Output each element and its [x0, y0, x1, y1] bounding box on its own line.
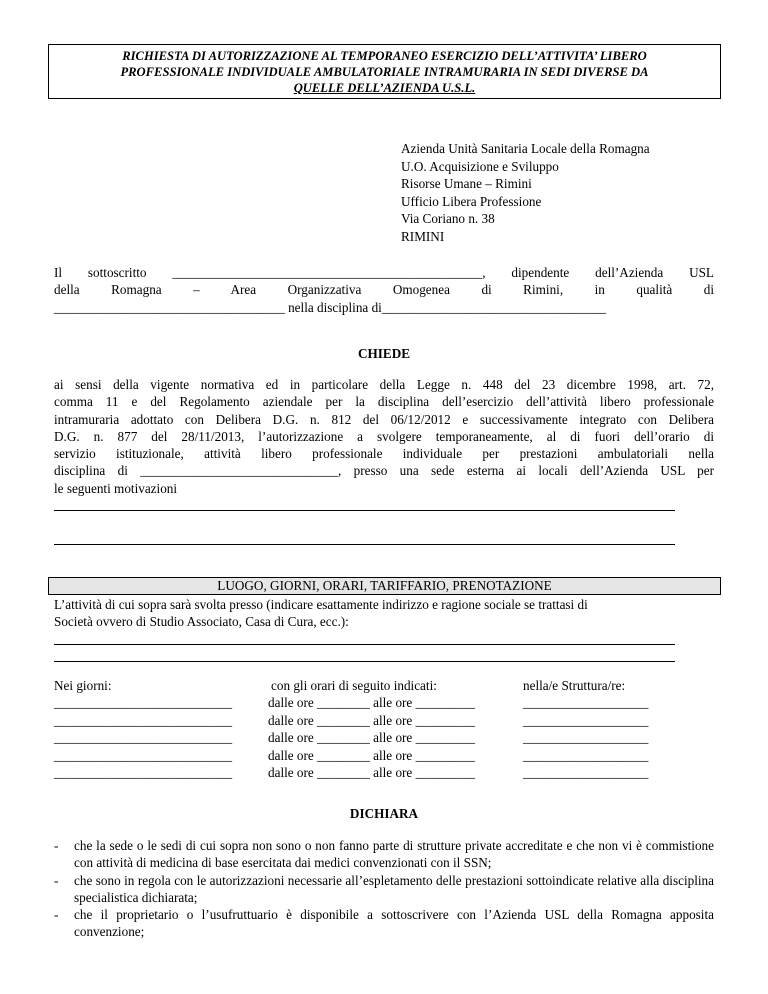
title-line-2: PROFESSIONALE INDIVIDUALE AMBULATORIALE INTRAMURARIA IN SEDI DIVERSE DA [120, 65, 649, 79]
structure-field[interactable]: ___________________ [523, 730, 649, 746]
chiede-heading: CHIEDE [357, 346, 411, 361]
day-field[interactable]: ___________________________ [54, 765, 233, 781]
structure-field[interactable]: ___________________ [523, 712, 649, 728]
chiede-row: servizio istituzionale, attività libero professionale individuale per prestazioni ambulatoriali nella [54, 446, 714, 462]
dichiara-list [54, 837, 714, 941]
structures-column [523, 677, 648, 781]
luogo-intro-line-2: Società ovvero di Studio Associato, Casa di Cura, ecc.): [54, 614, 349, 629]
motivation-blank-line-2[interactable] [54, 544, 675, 545]
chiede-row: D.G. n. 877 del 28/11/2013, l’autorizzazione a svolgere temporaneamente, al di fuori dell’orario di [54, 428, 714, 444]
chiede-row: comma 11 e del Regolamento aziendale per la disciplina dell’esercizio dell’attività libero professionale [54, 394, 714, 410]
motivation-blank-line-1[interactable] [54, 510, 675, 511]
structure-field[interactable]: ___________________ [523, 765, 649, 781]
times-column [268, 677, 475, 781]
days-header: Nei giorni: [54, 678, 112, 693]
days-column [54, 677, 232, 781]
list-item-text: che il proprietario o l’usufruttuario è disponibile a sottoscrivere con l’Azienda USL della Romagna apposita convenzione; [74, 907, 714, 940]
list-item [54, 872, 714, 907]
list-item-text: che sono in regola con le autorizzazioni necessarie all’espletamento delle prestazioni sottoindicate relative alla disciplina specialistica dichiarata; [74, 872, 714, 905]
chiede-row: le seguenti motivazioni [54, 480, 178, 496]
document-title [48, 44, 721, 99]
title-line-1: RICHIESTA DI AUTORIZZAZIONE AL TEMPORANEO ESERCIZIO DELL’ATTIVITA’ LIBERO [122, 49, 647, 63]
title-line-3: QUELLE DELL’AZIENDA U.S.L. [293, 81, 476, 95]
chiede-paragraph [54, 376, 714, 497]
chiede-row: intramuraria adottato con Delibera D.G. n. 812 del 06/12/2012 e successivamente integrato con Delibera [54, 411, 714, 427]
structures-header: nella/e Struttura/re: [523, 678, 626, 693]
location-blank-line-2[interactable] [54, 661, 675, 662]
chiede-row-disciplina[interactable]: disciplina di ______________________________, presso una sede esterna ai locali dell’Azienda USL per [54, 463, 714, 479]
recipient-address [401, 140, 650, 245]
list-item [54, 837, 714, 872]
luogo-intro-line-1: L’attività di cui sopra sarà svolta presso (indicare esattamente indirizzo e ragione sociale se trattasi di [54, 597, 588, 612]
day-field[interactable]: ___________________________ [54, 747, 233, 763]
location-blank-line-1[interactable] [54, 644, 675, 645]
list-item-text: che la sede o le sedi di cui sopra non sono o non fanno parte di strutture private accreditate e che non vi è commistione con attività di medicina di base esercitata dai medici convenzionati con il SSN; [74, 838, 714, 871]
dash-bullet: - [54, 838, 59, 853]
recipient-line-4: Ufficio Libera Professione [401, 193, 542, 209]
declarant-row-2: della Romagna – Area Organizzativa Omogenea di Rimini, in qualità di [54, 282, 714, 298]
recipient-line-5: Via Coriano n. 38 [401, 211, 495, 226]
recipient-line-2: U.O. Acquisizione e Sviluppo [401, 158, 559, 174]
declarant-row-3[interactable]: ___________________________________ nella disciplina di__________________________________ [54, 299, 607, 315]
dichiara-heading: DICHIARA [349, 806, 419, 821]
structure-field[interactable]: ___________________ [523, 695, 649, 711]
day-field[interactable]: ___________________________ [54, 695, 233, 711]
dash-bullet: - [54, 872, 59, 888]
time-range-field[interactable]: dalle ore ________ alle ore _________ [268, 695, 475, 711]
recipient-line-6: RIMINI [401, 228, 445, 244]
luogo-section-heading: LUOGO, GIORNI, ORARI, TARIFFARIO, PRENOTAZIONE [48, 577, 721, 595]
time-range-field[interactable]: dalle ore ________ alle ore _________ [268, 765, 475, 781]
time-range-field[interactable]: dalle ore ________ alle ore _________ [268, 712, 475, 728]
day-field[interactable]: ___________________________ [54, 712, 233, 728]
time-range-field[interactable]: dalle ore ________ alle ore _________ [268, 747, 475, 763]
chiede-row: ai sensi della vigente normativa ed in particolare della Legge n. 448 del 23 dicembre 1998, art. 72, [54, 377, 714, 392]
dash-bullet: - [54, 907, 59, 923]
times-header: con gli orari di seguito indicati: [271, 678, 437, 693]
day-field[interactable]: ___________________________ [54, 730, 233, 746]
time-range-field[interactable]: dalle ore ________ alle ore _________ [268, 730, 475, 746]
list-item [54, 906, 714, 941]
declarant-row-1[interactable]: Il sottoscritto _______________________________________________, dipendente dell’Azienda USL [54, 265, 714, 280]
structure-field[interactable]: ___________________ [523, 747, 649, 763]
recipient-line-1: Azienda Unità Sanitaria Locale della Romagna [401, 141, 650, 156]
declarant-paragraph [54, 264, 714, 316]
recipient-line-3: Risorse Umane – Rimini [401, 176, 532, 191]
